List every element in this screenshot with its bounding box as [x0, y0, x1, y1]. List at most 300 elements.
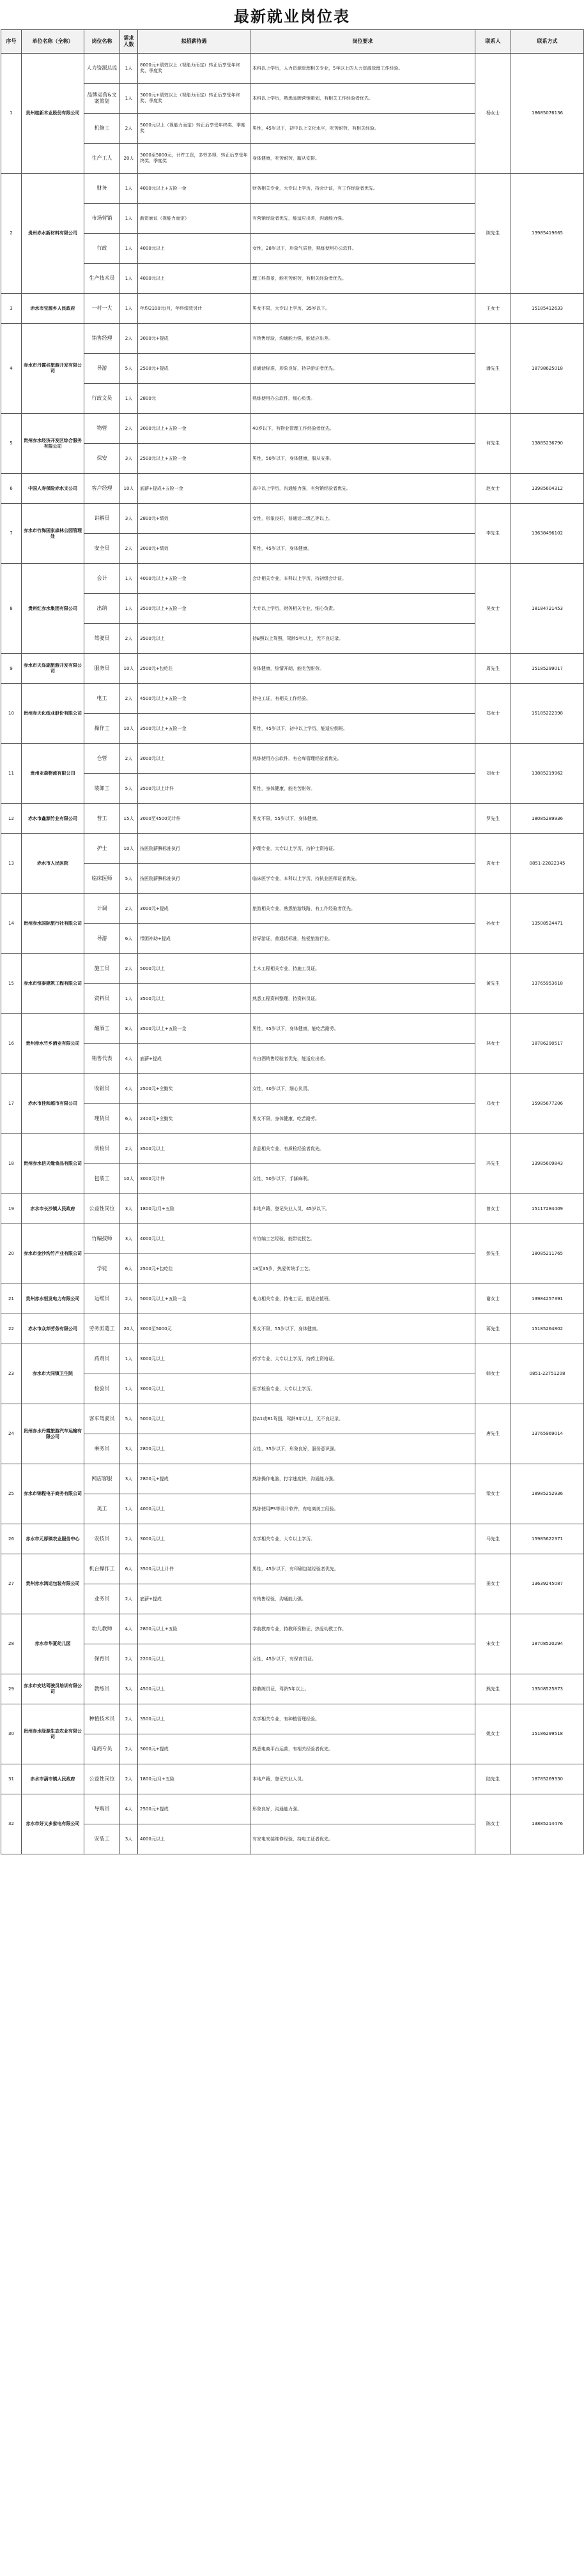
contact-phone: 18786290517: [511, 1014, 584, 1074]
position-salary: 3500元以上计件: [138, 1554, 250, 1584]
position-salary: 3000至5000元，计件工资，多劳多得，转正后享受年终奖、季度奖: [138, 144, 250, 174]
table-row: [1, 954, 584, 984]
position-requirement: 男性，45岁以下，身体健康。: [250, 534, 475, 564]
contact-phone: 15186299518: [511, 1704, 584, 1764]
position-requirement: 土木工程相关专业，持施工员证。: [250, 954, 475, 984]
position-count: 6人: [120, 1554, 138, 1584]
position-name: 生产工人: [84, 144, 120, 174]
position-count: 2人: [120, 954, 138, 984]
position-count: 4人: [120, 1044, 138, 1074]
position-name: 装卸工: [84, 774, 120, 804]
position-salary: 3000元计件: [138, 1164, 250, 1194]
position-name: 美工: [84, 1494, 120, 1524]
row-number: 31: [1, 1764, 22, 1794]
position-salary: 2500元+提成: [138, 1794, 250, 1824]
position-salary: 带团补助+提成: [138, 924, 250, 954]
position-name: 临床医师: [84, 864, 120, 894]
position-requirement: 男性，45岁以下，初中以上学历，能适应倒班。: [250, 714, 475, 744]
position-name: 仓管: [84, 744, 120, 774]
position-salary: 3000元以上: [138, 744, 250, 774]
row-number: 9: [1, 654, 22, 684]
contact-person: 韩女士: [475, 1344, 511, 1404]
company-name: 赤水市丹霞谷旅游开发有限公司: [22, 324, 84, 414]
position-count: 1人: [120, 1344, 138, 1374]
position-count: 5人: [120, 354, 138, 384]
position-requirement: 女性，45岁以下，有保育员证。: [250, 1644, 475, 1674]
position-count: 4人: [120, 1614, 138, 1644]
company-name: 贵州赤水竹乡酒业有限公司: [22, 1014, 84, 1074]
company-name: 贵州赤天化纸业股份有限公司: [22, 684, 84, 744]
contact-person: 李先生: [475, 504, 511, 564]
position-salary: 4500元以上: [138, 1674, 250, 1704]
position-count: 20人: [120, 144, 138, 174]
table-row: [1, 1224, 584, 1254]
position-requirement: 男女不限，身体健康，吃苦耐劳。: [250, 1104, 475, 1134]
contact-person: 曾女士: [475, 1194, 511, 1224]
company-name: 贵州赤水丹霞旅游汽车运输有限公司: [22, 1404, 84, 1464]
table-row: [1, 174, 584, 204]
position-count: 2人: [120, 624, 138, 654]
position-count: 1人: [120, 174, 138, 204]
position-salary: 3000元+提成: [138, 1734, 250, 1764]
position-requirement: 护理专业，大专以上学历，持护士资格证。: [250, 834, 475, 864]
company-name: 赤水市安达驾驶员培训有限公司: [22, 1674, 84, 1704]
position-salary: 3000元+提成: [138, 324, 250, 354]
position-count: 10人: [120, 834, 138, 864]
position-name: 讲解员: [84, 504, 120, 534]
position-salary: 2500元+包吃住: [138, 1254, 250, 1284]
table-row: [1, 1674, 584, 1704]
contact-person: 谢女士: [475, 1284, 511, 1314]
position-count: 10人: [120, 654, 138, 684]
position-salary: 按医院薪酬标准执行: [138, 864, 250, 894]
position-count: 3人: [120, 1674, 138, 1704]
table-row: [1, 1344, 584, 1374]
position-salary: 薪资面议（视能力而定）: [138, 204, 250, 234]
position-salary: 1800元/月+五险: [138, 1194, 250, 1224]
row-number: 24: [1, 1404, 22, 1464]
position-name: 农技员: [84, 1524, 120, 1554]
position-name: 导游: [84, 354, 120, 384]
company-name: 赤水市元厚镇农业服务中心: [22, 1524, 84, 1554]
contact-person: 马先生: [475, 1524, 511, 1554]
position-count: 2人: [120, 684, 138, 714]
row-number: 5: [1, 414, 22, 474]
position-salary: 3500元以上计件: [138, 774, 250, 804]
position-name: 业务员: [84, 1584, 120, 1614]
position-requirement: 学前教育专业，持教师资格证，热爱幼教工作。: [250, 1614, 475, 1644]
table-row: [1, 1134, 584, 1164]
position-salary: 3000元+提成: [138, 894, 250, 924]
company-name: 贵州红赤水集团有限公司: [22, 564, 84, 654]
table-row: [1, 324, 584, 354]
position-name: 电工: [84, 684, 120, 714]
table-row: [1, 654, 584, 684]
position-name: 施工员: [84, 954, 120, 984]
header-contact: 联系人: [475, 30, 511, 54]
row-number: 32: [1, 1794, 22, 1854]
position-count: 6人: [120, 1254, 138, 1284]
position-count: 2人: [120, 1704, 138, 1734]
position-salary: 8000元+绩效以上（视能力而定）转正后享受年终奖、季度奖: [138, 54, 250, 84]
position-count: 2人: [120, 534, 138, 564]
contact-person: 邓女士: [475, 1074, 511, 1134]
position-count: 3人: [120, 1824, 138, 1854]
row-number: 7: [1, 504, 22, 564]
position-requirement: 持导游证，普通话标准，热爱旅游行业。: [250, 924, 475, 954]
position-name: 财务: [84, 174, 120, 204]
position-requirement: 男女不限，55岁以下，身体健康。: [250, 804, 475, 834]
position-salary: 3500元以上+五险一金: [138, 594, 250, 624]
position-requirement: 会计相关专业，本科以上学历，持初级会计证。: [250, 564, 475, 594]
position-requirement: 普通话标准，形象良好，持导游证者优先。: [250, 354, 475, 384]
contact-phone: 15185299017: [511, 654, 584, 684]
job-table: [1, 29, 584, 1854]
position-count: 1人: [120, 984, 138, 1014]
position-requirement: 临床医学专业，本科以上学历，持执业医师证者优先。: [250, 864, 475, 894]
position-salary: 1800元/月+五险: [138, 1764, 250, 1794]
table-row: [1, 414, 584, 444]
position-name: 劳务派遣工: [84, 1314, 120, 1344]
position-salary: 3000元以上+五险一金: [138, 414, 250, 444]
position-salary: 4000元以上: [138, 1224, 250, 1254]
company-name: 赤水市锦程电子商务有限公司: [22, 1464, 84, 1524]
position-salary: 5000元以上: [138, 954, 250, 984]
table-row: [1, 1794, 584, 1824]
contact-phone: 15985622371: [511, 1524, 584, 1554]
position-salary: 3000元以上: [138, 1374, 250, 1404]
contact-phone: 15117284409: [511, 1194, 584, 1224]
position-requirement: 本科以上学历，熟悉品牌营销策划，有相关工作经验者优先。: [250, 84, 475, 114]
position-name: 行政: [84, 234, 120, 264]
row-number: 14: [1, 894, 22, 954]
position-name: 机修工: [84, 114, 120, 144]
position-name: 机台操作工: [84, 1554, 120, 1584]
company-name: 赤水市佳和超市有限公司: [22, 1074, 84, 1134]
table-row: [1, 834, 584, 864]
row-number: 26: [1, 1524, 22, 1554]
position-name: 销售代表: [84, 1044, 120, 1074]
position-requirement: 有竹编工艺经验，能带徒授艺。: [250, 1224, 475, 1254]
position-name: 普工: [84, 804, 120, 834]
position-requirement: 40岁以下，有物业管理工作经验者优先。: [250, 414, 475, 444]
company-name: 赤水市天岛湖旅游开发有限公司: [22, 654, 84, 684]
position-salary: 底薪+提成: [138, 1044, 250, 1074]
row-number: 17: [1, 1074, 22, 1134]
row-number: 23: [1, 1344, 22, 1404]
contact-phone: 13885214476: [511, 1794, 584, 1854]
position-requirement: 农学相关专业，大专以上学历。: [250, 1524, 475, 1554]
contact-person: 潘先生: [475, 324, 511, 414]
position-name: 乘务员: [84, 1434, 120, 1464]
position-requirement: 女性，35岁以下，形象良好，服务意识强。: [250, 1434, 475, 1464]
contact-person: 宋女士: [475, 1614, 511, 1674]
header-salary: 拟招薪待遇: [138, 30, 250, 54]
position-count: 3人: [120, 504, 138, 534]
position-requirement: 熟练使用办公软件，细心负责。: [250, 384, 475, 414]
position-salary: 4000元以上+五险一金: [138, 174, 250, 204]
contact-person: 蒋先生: [475, 1314, 511, 1344]
contact-phone: 13639245087: [511, 1554, 584, 1614]
position-count: 20人: [120, 1314, 138, 1344]
contact-phone: 0851-22822345: [511, 834, 584, 894]
position-count: 2人: [120, 1764, 138, 1794]
position-requirement: 有家电安装维修经验，持电工证者优先。: [250, 1824, 475, 1854]
contact-person: 姚女士: [475, 1704, 511, 1764]
contact-person: 杨女士: [475, 54, 511, 174]
company-name: 贵州赤水信天缘食品有限公司: [22, 1134, 84, 1194]
position-requirement: 女性，形象良好，普通话二级乙等以上。: [250, 504, 475, 534]
position-count: 2人: [120, 324, 138, 354]
position-name: 运维员: [84, 1284, 120, 1314]
row-number: 29: [1, 1674, 22, 1704]
header-unit: 单位名称（全称）: [22, 30, 84, 54]
position-requirement: 熟练使用办公软件，有仓库管理经验者优先。: [250, 744, 475, 774]
contact-phone: 13985604312: [511, 474, 584, 504]
position-requirement: 女性，50岁以下，手脚麻利。: [250, 1164, 475, 1194]
position-count: 5人: [120, 1404, 138, 1434]
position-salary: 5000元以上+五险一金: [138, 1284, 250, 1314]
position-name: 公益性岗位: [84, 1764, 120, 1794]
position-salary: 3000元+绩效: [138, 534, 250, 564]
contact-person: 吴女士: [475, 564, 511, 654]
position-name: 收银员: [84, 1074, 120, 1104]
row-number: 19: [1, 1194, 22, 1224]
position-salary: 2400元+全勤奖: [138, 1104, 250, 1134]
position-salary: 2800元: [138, 384, 250, 414]
position-count: 1人: [120, 1374, 138, 1404]
position-name: 包装工: [84, 1164, 120, 1194]
contact-phone: 15185264802: [511, 1314, 584, 1344]
position-count: 1人: [120, 594, 138, 624]
table-row: [1, 1764, 584, 1794]
position-count: 10人: [120, 714, 138, 744]
position-requirement: 本地户籍，登记失业人员，45岁以下。: [250, 1194, 475, 1224]
position-name: 行政文员: [84, 384, 120, 414]
contact-phone: 18708520294: [511, 1614, 584, 1674]
company-name: 赤水市好又多家电有限公司: [22, 1794, 84, 1854]
position-count: 2人: [120, 1134, 138, 1164]
position-name: 公益性岗位: [84, 1194, 120, 1224]
row-number: 8: [1, 564, 22, 654]
position-salary: 2500元+提成: [138, 354, 250, 384]
contact-phone: 13638496102: [511, 504, 584, 564]
position-requirement: 男女不限，大专以上学历，35岁以下。: [250, 294, 475, 324]
position-salary: 2500元以上+五险一金: [138, 444, 250, 474]
position-count: 1人: [120, 384, 138, 414]
header-phone: 联系方式: [511, 30, 584, 54]
position-name: 学徒: [84, 1254, 120, 1284]
contact-phone: 13508525873: [511, 1674, 584, 1704]
position-name: 网店客服: [84, 1464, 120, 1494]
contact-phone: 15985677206: [511, 1074, 584, 1134]
position-salary: 3500元以上: [138, 984, 250, 1014]
position-salary: 3500元以上+五险一金: [138, 714, 250, 744]
company-name: 赤水市竹海国家森林公园管理处: [22, 504, 84, 564]
position-requirement: 男性，45岁以下，身体健康，能吃苦耐劳。: [250, 1014, 475, 1044]
position-salary: 4000元以上: [138, 1824, 250, 1854]
row-number: 15: [1, 954, 22, 1014]
page-title: 最新就业岗位表: [234, 6, 350, 26]
row-number: 4: [1, 324, 22, 414]
company-name: 贵州赤水鸿运包装有限公司: [22, 1554, 84, 1614]
position-salary: 2500元+全勤奖: [138, 1074, 250, 1104]
position-salary: 3000至5000元: [138, 1314, 250, 1344]
row-number: 6: [1, 474, 22, 504]
table-row: [1, 1194, 584, 1224]
position-name: 药剂员: [84, 1344, 120, 1374]
company-name: 赤水市宝源乡人民政府: [22, 294, 84, 324]
position-name: 服务员: [84, 654, 120, 684]
contact-person: 袁女士: [475, 834, 511, 894]
position-count: 1人: [120, 264, 138, 294]
position-name: 物管: [84, 414, 120, 444]
position-name: 客户经理: [84, 474, 120, 504]
position-name: 一村一大: [84, 294, 120, 324]
contact-phone: 18685076136: [511, 54, 584, 174]
position-count: 15人: [120, 804, 138, 834]
contact-phone: 0851-22751208: [511, 1344, 584, 1404]
contact-person: 周先生: [475, 654, 511, 684]
position-name: 销售经理: [84, 324, 120, 354]
company-name: 赤水市众邦劳务有限公司: [22, 1314, 84, 1344]
contact-person: 孙女士: [475, 894, 511, 954]
company-name: 贵州亚森物流有限公司: [22, 744, 84, 804]
position-count: 1人: [120, 564, 138, 594]
contact-person: 林女士: [475, 1014, 511, 1074]
position-name: 质检员: [84, 1134, 120, 1164]
table-row: [1, 1014, 584, 1044]
company-name: 贵州赤水经济开发区综合服务有限公司: [22, 414, 84, 474]
contact-person: 何先生: [475, 414, 511, 474]
contact-person: 陈女士: [475, 1794, 511, 1854]
position-name: 会计: [84, 564, 120, 594]
contact-phone: 18184721453: [511, 564, 584, 654]
row-number: 3: [1, 294, 22, 324]
position-name: 客车驾驶员: [84, 1404, 120, 1434]
contact-person: 熊先生: [475, 1674, 511, 1704]
contact-person: 唐先生: [475, 1404, 511, 1464]
position-name: 生产技术员: [84, 264, 120, 294]
position-requirement: 持电工证，有相关工作经验。: [250, 684, 475, 714]
position-requirement: 有营销经验者优先，能适应出差，沟通能力强。: [250, 204, 475, 234]
position-count: 1人: [120, 294, 138, 324]
position-requirement: 熟练操作电脑，打字速度快，沟通能力强。: [250, 1464, 475, 1494]
position-name: 种植技术员: [84, 1704, 120, 1734]
company-name: 贵州赤水绿源生态农业有限公司: [22, 1704, 84, 1764]
table-row: [1, 744, 584, 774]
position-count: 3人: [120, 1464, 138, 1494]
position-requirement: 电力相关专业，持电工证，能适应值班。: [250, 1284, 475, 1314]
position-salary: 4000元以上: [138, 1494, 250, 1524]
position-salary: 3000元+绩效以上（视能力而定）转正后享受年终奖、季度奖: [138, 84, 250, 114]
position-name: 护士: [84, 834, 120, 864]
position-count: 6人: [120, 1104, 138, 1134]
company-name: 赤水市恒泰建筑工程有限公司: [22, 954, 84, 1014]
company-name: 赤水市鑫源竹业有限公司: [22, 804, 84, 834]
table-row: [1, 1704, 584, 1734]
position-count: 1人: [120, 54, 138, 84]
position-requirement: 持教练员证，驾龄5年以上。: [250, 1674, 475, 1704]
company-name: 赤水市葫市镇人民政府: [22, 1764, 84, 1794]
position-requirement: 有白酒销售经验者优先，能适应出差。: [250, 1044, 475, 1074]
position-count: 8人: [120, 1014, 138, 1044]
position-name: 计调: [84, 894, 120, 924]
contact-phone: 18798625018: [511, 324, 584, 414]
position-salary: 4500元以上+五险一金: [138, 684, 250, 714]
position-salary: 3500元以上: [138, 624, 250, 654]
position-salary: 3000元以上: [138, 1524, 250, 1554]
position-name: 幼儿教师: [84, 1614, 120, 1644]
position-count: 6人: [120, 924, 138, 954]
row-number: 1: [1, 54, 22, 174]
position-requirement: 理工科背景，能吃苦耐劳，有相关经验者优先。: [250, 264, 475, 294]
position-name: 驾驶员: [84, 624, 120, 654]
position-count: 3人: [120, 1224, 138, 1254]
position-requirement: 医学检验专业，大专以上学历。: [250, 1374, 475, 1404]
position-count: 2人: [120, 744, 138, 774]
position-count: 2人: [120, 1734, 138, 1764]
position-count: 2人: [120, 894, 138, 924]
position-salary: 2500元+包吃住: [138, 654, 250, 684]
table-row: [1, 1554, 584, 1584]
position-count: 3人: [120, 444, 138, 474]
position-requirement: 有销售经验，沟通能力强。: [250, 1584, 475, 1614]
position-requirement: 本地户籍，登记失业人员。: [250, 1764, 475, 1794]
position-count: 2人: [120, 114, 138, 144]
position-count: 1人: [120, 204, 138, 234]
row-number: 20: [1, 1224, 22, 1284]
position-name: 品牌运营&文案策划: [84, 84, 120, 114]
position-count: 4人: [120, 1794, 138, 1824]
position-requirement: 药学专业，大专以上学历，持药士资格证。: [250, 1344, 475, 1374]
table-row: [1, 1464, 584, 1494]
header-position: 岗位名称: [84, 30, 120, 54]
position-requirement: 熟练使用PS等设计软件，有电商美工经验。: [250, 1494, 475, 1524]
contact-person: 郑女士: [475, 684, 511, 744]
position-name: 出纳: [84, 594, 120, 624]
table-row: [1, 684, 584, 714]
contact-person: 陈先生: [475, 174, 511, 294]
contact-phone: 18085211765: [511, 1224, 584, 1284]
position-requirement: 男性，身体健康，能吃苦耐劳。: [250, 774, 475, 804]
position-salary: 按医院薪酬标准执行: [138, 834, 250, 864]
row-number: 21: [1, 1284, 22, 1314]
position-name: 安全员: [84, 534, 120, 564]
position-requirement: 男性，45岁以下，有印刷包装经验者优先。: [250, 1554, 475, 1584]
position-requirement: 形象良好，沟通能力强。: [250, 1794, 475, 1824]
position-requirement: 女性，28岁以下，形象气质佳，熟练使用办公软件。: [250, 234, 475, 264]
table-row: [1, 474, 584, 504]
row-number: 22: [1, 1314, 22, 1344]
header-no: 序号: [1, 30, 22, 54]
contact-person: 田女士: [475, 1554, 511, 1614]
position-salary: 4000元以上: [138, 264, 250, 294]
table-body: [1, 54, 584, 1854]
row-number: 12: [1, 804, 22, 834]
position-salary: 3000元以上: [138, 1344, 250, 1374]
position-count: 2人: [120, 414, 138, 444]
contact-person: 王女士: [475, 294, 511, 324]
table-row: [1, 1314, 584, 1344]
contact-phone: 15185222398: [511, 684, 584, 744]
position-name: 保育员: [84, 1644, 120, 1674]
position-count: 2人: [120, 1524, 138, 1554]
header-count: 需求人数: [120, 30, 138, 54]
row-number: 27: [1, 1554, 22, 1614]
contact-phone: 13985419665: [511, 174, 584, 294]
position-salary: 3500元以上: [138, 1704, 250, 1734]
